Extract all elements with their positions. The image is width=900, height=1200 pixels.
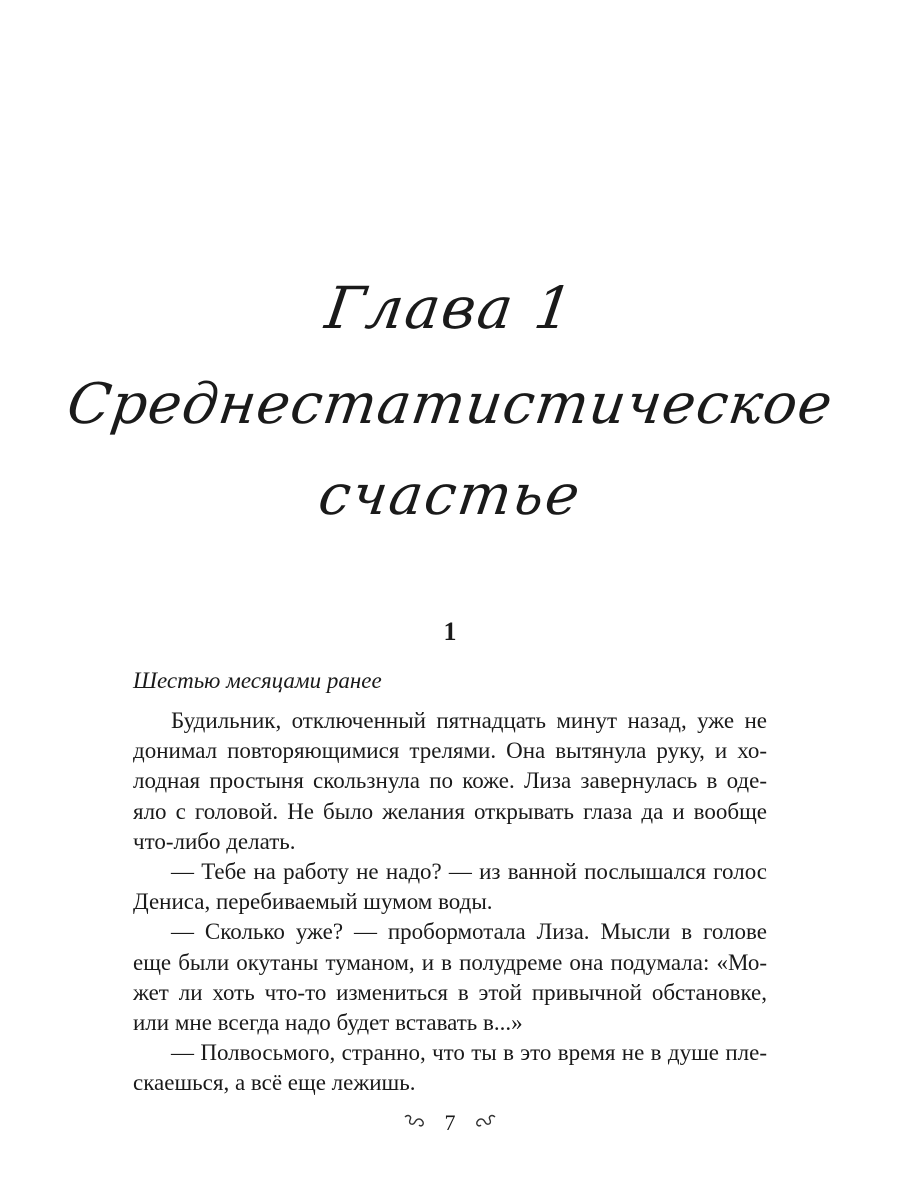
right-ornament-icon [475,1108,497,1138]
paragraph-line: жет ли хоть что-то измениться в этой привычной обстановке, [133,979,767,1005]
epigraph: Шестью месяцами ранее [133,668,382,693]
chapter-label: Глава 1 [321,274,579,342]
paragraph-line: донимал повторяющимися трелями. Она вытянула руку, и хо- [133,738,767,764]
paragraph-line: — Полвосьмого, странно, что ты в это время не в душе пле- [171,1040,767,1066]
paragraph-line: яло с головой. Не было желания открывать глаза да и вообще [133,798,767,824]
left-ornament-icon [403,1108,425,1138]
scroll-ornament-icon [403,1113,425,1129]
paragraph-line: скаешься, а всё еще лежишь. [133,1070,416,1096]
paragraph-line: или мне всегда надо будет вставать в...» [133,1009,523,1035]
section-number: 1 [443,617,457,646]
paragraph-line: что-либо делать. [133,828,296,854]
chapter-title-line-2: счастье [314,463,586,528]
paragraph-line: лодная простыня скользнула по коже. Лиза завернулась в оде- [133,768,767,794]
page-number: 7 [444,1110,456,1135]
body-text [133,706,767,1098]
paragraph-line: — Сколько уже? — пробормотала Лиза. Мысли в голове [171,919,767,945]
paragraph-line: — Тебе на работу не надо? — из ванной послышался голос [171,858,767,884]
paragraph-line: Будильник, отключенный пятнадцать минут назад, уже не [171,708,767,733]
page-footer [0,1108,900,1138]
paragraph-line: Дениса, перебиваемый шумом воды. [133,889,493,915]
chapter-title-line-1: Среднестатистическое [63,372,837,437]
paragraph-line: еще были окутаны туманом, и в полудреме она подумала: «Мо- [133,949,767,975]
scroll-ornament-icon [475,1113,497,1129]
